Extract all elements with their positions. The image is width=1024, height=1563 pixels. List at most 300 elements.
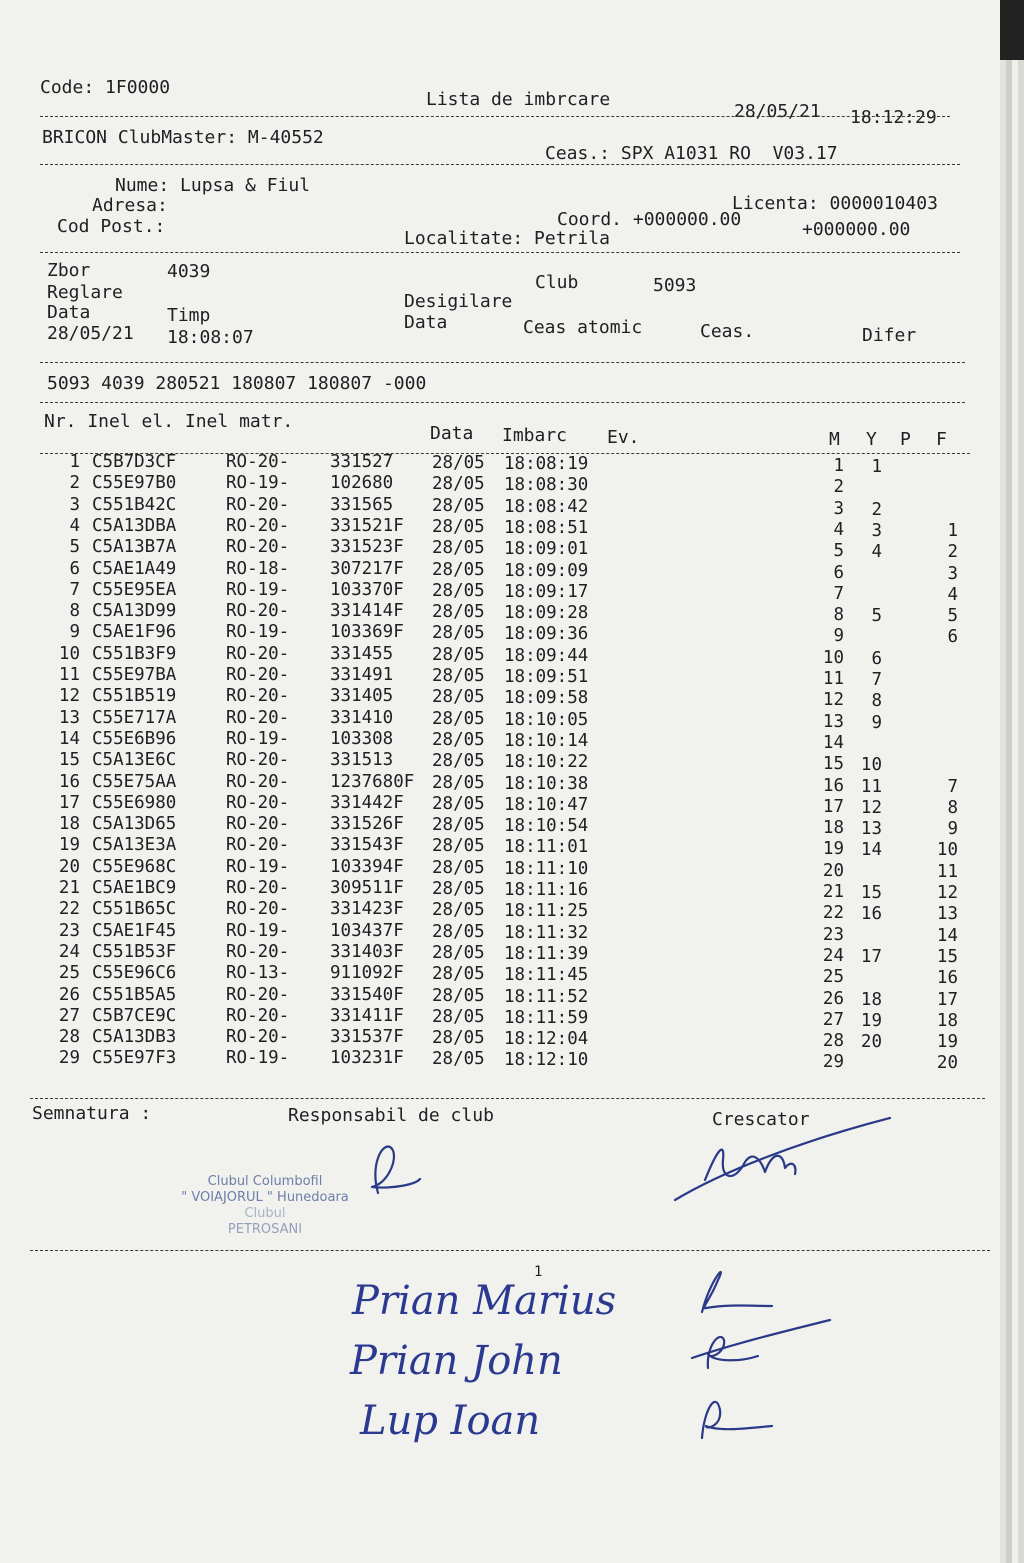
print-time: 18:12:29 bbox=[850, 107, 937, 128]
cell-nr: 5 bbox=[69, 537, 80, 558]
cell-an: RO-20- bbox=[226, 537, 290, 558]
cell-ora: 18:11:32 bbox=[504, 922, 589, 943]
club-label: Club bbox=[535, 272, 579, 293]
cell-data: 28/05 bbox=[432, 1028, 485, 1049]
cell-ora: 18:09:58 bbox=[504, 688, 589, 709]
cell-nr: 16 bbox=[58, 771, 80, 792]
cell-nr: 24 bbox=[58, 941, 80, 962]
cell-ora: 18:11:25 bbox=[504, 901, 589, 922]
cell-matr: 331491 bbox=[330, 665, 394, 685]
table-row bbox=[0, 473, 1000, 498]
col-header-rings: Nr. Inel el. Inel matr. bbox=[44, 411, 294, 432]
cell-ora: 18:12:04 bbox=[504, 1029, 589, 1050]
cell-inel: C551B42C bbox=[92, 494, 177, 515]
cell-an: RO-20- bbox=[226, 1005, 290, 1026]
owner-postcode: Cod Post.: bbox=[57, 216, 166, 237]
cell-y: 8 bbox=[871, 691, 882, 712]
cell-an: RO-20- bbox=[226, 707, 290, 728]
table-row bbox=[0, 665, 1000, 690]
clock-id: Ceas.: SPX A1031 RO V03.17 bbox=[545, 143, 838, 164]
cell-an: RO-20- bbox=[226, 452, 290, 472]
cell-ora: 18:11:45 bbox=[504, 965, 589, 986]
cell-matr: 331410 bbox=[330, 707, 394, 728]
cell-m: 7 bbox=[833, 583, 844, 604]
cell-inel: C55E6B96 bbox=[92, 728, 177, 749]
cell-matr: 331540F bbox=[330, 984, 404, 1005]
cell-data: 28/05 bbox=[432, 857, 485, 878]
cell-f: 13 bbox=[936, 904, 958, 925]
cell-f: 14 bbox=[936, 925, 958, 946]
cell-nr: 18 bbox=[58, 814, 80, 835]
cell-m: 11 bbox=[822, 669, 844, 689]
cell-m: 14 bbox=[822, 732, 844, 753]
table-row bbox=[0, 728, 1000, 753]
cell-inel: C5A13DB3 bbox=[92, 1027, 177, 1048]
desigilare-label: Desigilare bbox=[404, 291, 513, 312]
cell-matr: 331414F bbox=[330, 601, 404, 622]
cell-ora: 18:11:10 bbox=[504, 858, 589, 879]
divider bbox=[40, 402, 965, 403]
cell-ora: 18:11:39 bbox=[504, 943, 589, 964]
cell-ora: 18:11:52 bbox=[504, 986, 589, 1007]
table-row bbox=[0, 899, 1000, 925]
cell-y: 18 bbox=[860, 989, 882, 1010]
cell-an: RO-19- bbox=[226, 728, 290, 749]
cell-inel: C55E6980 bbox=[92, 792, 177, 813]
table-row bbox=[0, 1027, 1000, 1053]
cell-nr: 28 bbox=[58, 1027, 80, 1048]
cell-m: 2 bbox=[833, 477, 844, 498]
signature-label: Semnatura : bbox=[32, 1103, 152, 1124]
cell-y: 7 bbox=[871, 670, 882, 690]
cell-data: 28/05 bbox=[432, 516, 485, 537]
cell-inel: C55E96C6 bbox=[92, 963, 177, 984]
cell-matr: 331403F bbox=[330, 941, 404, 962]
cell-inel: C55E97F3 bbox=[92, 1048, 177, 1069]
cell-an: RO-19- bbox=[226, 920, 290, 941]
cell-nr: 14 bbox=[58, 728, 80, 749]
handwritten-name: Prian John bbox=[350, 1338, 563, 1384]
cell-f: 18 bbox=[936, 1010, 958, 1031]
cell-nr: 25 bbox=[58, 963, 80, 984]
cell-y: 5 bbox=[871, 606, 882, 627]
cell-m: 1 bbox=[833, 456, 844, 476]
cell-ora: 18:09:51 bbox=[504, 667, 589, 687]
stamp-line: " VOIAJORUL " Hunedoara bbox=[181, 1190, 349, 1205]
cell-nr: 17 bbox=[58, 792, 80, 813]
table-row bbox=[0, 707, 1000, 733]
page-number: 1 bbox=[534, 1264, 543, 1280]
cell-inel: C551B5A5 bbox=[92, 984, 177, 1005]
cell-matr: 331565 bbox=[330, 494, 394, 515]
cell-data: 28/05 bbox=[432, 836, 485, 857]
clubmaster-id: BRICON ClubMaster: M-40552 bbox=[42, 127, 324, 148]
cell-m: 18 bbox=[822, 818, 844, 839]
cell-an: RO-20- bbox=[226, 899, 290, 920]
table-row bbox=[0, 750, 1000, 776]
flight-code-line: 5093 4039 280521 180807 180807 -000 bbox=[47, 373, 427, 394]
cell-m: 17 bbox=[822, 796, 844, 817]
cell-matr: 103369F bbox=[330, 622, 404, 643]
cell-an: RO-19- bbox=[226, 622, 290, 643]
cell-nr: 26 bbox=[58, 984, 80, 1005]
cell-matr: 331537F bbox=[330, 1027, 404, 1048]
cell-matr: 102680 bbox=[330, 473, 394, 494]
table-row bbox=[0, 601, 1000, 627]
difference-label: Difer bbox=[862, 325, 917, 346]
col-header-arrival: Imbarc bbox=[502, 425, 568, 446]
cell-matr: 331442F bbox=[330, 792, 404, 813]
reglare-time: 18:08:07 bbox=[167, 327, 254, 348]
cell-y: 12 bbox=[860, 797, 882, 818]
reglare-date: 28/05/21 bbox=[47, 323, 134, 344]
cell-y: 20 bbox=[860, 1032, 882, 1053]
cell-matr: 331405 bbox=[330, 686, 394, 707]
club-number: 5093 bbox=[653, 275, 697, 296]
cell-m: 5 bbox=[833, 541, 844, 562]
cell-matr: 911092F bbox=[330, 963, 404, 984]
cell-matr: 103437F bbox=[330, 920, 404, 941]
stamp-line: PETROSANI bbox=[227, 1222, 303, 1237]
flight-label: Zbor bbox=[47, 260, 91, 281]
cell-y: 19 bbox=[860, 1010, 882, 1031]
cell-m: 25 bbox=[822, 967, 844, 988]
cell-matr: 331523F bbox=[330, 537, 404, 558]
cell-ora: 18:11:16 bbox=[504, 880, 589, 900]
cell-inel: C5A13E6C bbox=[92, 750, 177, 771]
owner-address: Adresa: bbox=[92, 195, 168, 216]
cell-data: 28/05 bbox=[432, 538, 485, 559]
flight-number: 4039 bbox=[167, 261, 211, 282]
cell-m: 3 bbox=[833, 498, 844, 519]
cell-data: 28/05 bbox=[432, 559, 485, 580]
table-row bbox=[0, 771, 1000, 797]
cell-nr: 20 bbox=[58, 856, 80, 877]
cell-f: 1 bbox=[947, 520, 958, 541]
cell-nr: 4 bbox=[69, 515, 80, 536]
cell-matr: 331527 bbox=[330, 452, 394, 472]
cell-m: 28 bbox=[822, 1031, 844, 1052]
cell-inel: C55E97B0 bbox=[92, 473, 177, 494]
cell-an: RO-19- bbox=[226, 579, 290, 600]
table-row bbox=[0, 494, 1000, 520]
cell-nr: 11 bbox=[58, 665, 80, 685]
cell-y: 16 bbox=[860, 904, 882, 925]
cell-nr: 27 bbox=[58, 1005, 80, 1026]
cell-m: 6 bbox=[833, 562, 844, 583]
breeder-label: Crescator bbox=[712, 1109, 810, 1130]
cell-an: RO-19- bbox=[226, 1048, 290, 1069]
cell-f: 17 bbox=[936, 989, 958, 1010]
cell-m: 27 bbox=[822, 1009, 844, 1030]
col-header-p: P bbox=[900, 429, 911, 450]
cell-f: 16 bbox=[936, 968, 958, 989]
cell-inel: C5A13D65 bbox=[92, 814, 177, 835]
cell-ora: 18:09:44 bbox=[504, 645, 589, 666]
cell-nr: 2 bbox=[69, 473, 80, 494]
cell-data: 28/05 bbox=[432, 729, 485, 750]
cell-y: 9 bbox=[871, 712, 882, 733]
table-row bbox=[0, 579, 1000, 605]
cell-nr: 22 bbox=[58, 899, 80, 920]
divider bbox=[40, 362, 965, 363]
table-row bbox=[0, 963, 1000, 989]
cell-data: 28/05 bbox=[432, 666, 485, 686]
cell-y: 15 bbox=[860, 883, 882, 903]
cell-data: 28/05 bbox=[432, 602, 485, 623]
cell-m: 12 bbox=[822, 690, 844, 711]
cell-data: 28/05 bbox=[432, 708, 485, 729]
cell-inel: C55E95EA bbox=[92, 579, 177, 600]
cell-m: 23 bbox=[822, 924, 844, 945]
club-responsible-signature bbox=[360, 1135, 440, 1205]
cell-nr: 29 bbox=[58, 1048, 80, 1069]
cell-inel: C551B65C bbox=[92, 899, 177, 920]
cell-ora: 18:10:54 bbox=[504, 816, 589, 837]
col-header-ev: Ev. bbox=[607, 427, 640, 448]
cell-ora: 18:09:17 bbox=[504, 581, 589, 602]
table-row bbox=[0, 1005, 1000, 1031]
cell-an: RO-19- bbox=[226, 473, 290, 494]
cell-f: 10 bbox=[936, 840, 958, 861]
cell-f: 4 bbox=[947, 584, 958, 605]
cell-matr: 331423F bbox=[330, 899, 404, 920]
table-row bbox=[0, 835, 1000, 861]
cell-m: 21 bbox=[822, 882, 844, 902]
cell-data: 28/05 bbox=[432, 1006, 485, 1027]
cell-nr: 9 bbox=[69, 622, 80, 643]
cell-ora: 18:08:51 bbox=[504, 517, 589, 538]
atomic-clock-label: Ceas atomic bbox=[523, 317, 643, 338]
cell-an: RO-20- bbox=[226, 792, 290, 813]
club-stamp bbox=[150, 1174, 380, 1238]
cell-matr: 331543F bbox=[330, 835, 404, 856]
cell-data: 28/05 bbox=[432, 687, 485, 708]
cell-an: RO-18- bbox=[226, 558, 290, 579]
timp-label: Timp bbox=[167, 305, 211, 326]
table-row bbox=[0, 452, 1000, 477]
owner-coord: Coord. +000000.00 bbox=[557, 209, 742, 230]
cell-m: 13 bbox=[822, 711, 844, 732]
cell-an: RO-19- bbox=[226, 856, 290, 877]
cell-matr: 331513 bbox=[330, 750, 394, 771]
cell-data: 28/05 bbox=[432, 644, 485, 665]
cell-an: RO-13- bbox=[226, 963, 290, 984]
cell-ora: 18:08:30 bbox=[504, 475, 589, 496]
cell-matr: 331526F bbox=[330, 814, 404, 835]
cell-m: 10 bbox=[822, 647, 844, 668]
cell-ora: 18:10:14 bbox=[504, 730, 589, 751]
cell-inel: C5AE1BC9 bbox=[92, 878, 177, 898]
cell-m: 20 bbox=[822, 860, 844, 881]
cell-matr: 331521F bbox=[330, 515, 404, 536]
cell-data: 28/05 bbox=[432, 580, 485, 601]
cell-matr: 331455 bbox=[330, 643, 394, 664]
cell-matr: 307217F bbox=[330, 558, 404, 579]
divider bbox=[30, 1250, 990, 1251]
cell-f: 6 bbox=[947, 627, 958, 648]
cell-an: RO-20- bbox=[226, 984, 290, 1005]
cell-data: 28/05 bbox=[432, 772, 485, 793]
scan-edge-shadow bbox=[1000, 0, 1024, 60]
cell-matr: 103231F bbox=[330, 1048, 404, 1069]
cell-inel: C5B7D3CF bbox=[92, 452, 177, 472]
cell-ora: 18:10:22 bbox=[504, 752, 589, 773]
cell-data: 28/05 bbox=[432, 1049, 485, 1070]
cell-y: 4 bbox=[871, 542, 882, 563]
col-header-date: Data bbox=[430, 423, 474, 444]
table-row bbox=[0, 856, 1000, 882]
cell-inel: C551B519 bbox=[92, 686, 177, 707]
cell-nr: 21 bbox=[58, 878, 80, 898]
table-row bbox=[0, 515, 1000, 541]
cell-nr: 1 bbox=[69, 452, 80, 472]
table-row bbox=[0, 941, 1000, 967]
cell-inel: C5A13B7A bbox=[92, 537, 177, 558]
cell-data: 28/05 bbox=[432, 474, 485, 495]
cell-ora: 18:09:36 bbox=[504, 624, 589, 645]
cell-nr: 23 bbox=[58, 920, 80, 941]
cell-nr: 13 bbox=[58, 707, 80, 728]
cell-nr: 12 bbox=[58, 686, 80, 707]
cell-ora: 18:09:28 bbox=[504, 603, 589, 624]
owner-name: Nume: Lupsa & Fiul bbox=[115, 175, 311, 196]
divider bbox=[40, 252, 960, 253]
cell-f: 15 bbox=[936, 946, 958, 967]
col-header-f: F bbox=[936, 429, 947, 450]
cell-data: 28/05 bbox=[432, 942, 485, 963]
cell-m: 19 bbox=[822, 839, 844, 860]
cell-f: 19 bbox=[936, 1032, 958, 1053]
cell-nr: 7 bbox=[69, 579, 80, 600]
cell-matr: 1237680F bbox=[330, 771, 415, 792]
cell-an: RO-20- bbox=[226, 878, 290, 898]
cell-nr: 8 bbox=[69, 601, 80, 622]
cell-inel: C5AE1A49 bbox=[92, 558, 177, 579]
cell-inel: C5AE1F96 bbox=[92, 622, 177, 643]
cell-matr: 103370F bbox=[330, 579, 404, 600]
code-label: Code: 1F0000 bbox=[40, 77, 171, 98]
cell-an: RO-20- bbox=[226, 814, 290, 835]
cell-y: 17 bbox=[860, 946, 882, 967]
table-row bbox=[0, 878, 1000, 903]
cell-data: 28/05 bbox=[432, 751, 485, 772]
table-row bbox=[0, 984, 1000, 1010]
col-header-y: Y bbox=[866, 429, 877, 450]
cell-inel: C55E717A bbox=[92, 707, 177, 728]
cell-ora: 18:08:42 bbox=[504, 496, 589, 517]
handwritten-name: Lup Ioan bbox=[360, 1398, 541, 1444]
cell-inel: C55E75AA bbox=[92, 771, 177, 792]
divider bbox=[40, 164, 960, 165]
owner-licence: Licenta: 0000010403 bbox=[732, 193, 938, 214]
data2-label: Data bbox=[404, 312, 448, 333]
cell-data: 28/05 bbox=[432, 793, 485, 814]
cell-y: 1 bbox=[871, 457, 882, 477]
table-row bbox=[0, 814, 1000, 840]
table-row bbox=[0, 622, 1000, 648]
cell-an: RO-20- bbox=[226, 665, 290, 685]
cell-nr: 10 bbox=[58, 643, 80, 664]
cell-inel: C5B7CE9C bbox=[92, 1005, 177, 1026]
cell-data: 28/05 bbox=[432, 921, 485, 942]
cell-y: 6 bbox=[871, 648, 882, 669]
cell-an: RO-20- bbox=[226, 750, 290, 771]
cell-an: RO-20- bbox=[226, 515, 290, 536]
cell-ora: 18:09:01 bbox=[504, 539, 589, 560]
cell-m: 4 bbox=[833, 519, 844, 540]
cell-y: 13 bbox=[860, 819, 882, 840]
cell-inel: C55E97BA bbox=[92, 665, 177, 685]
stamp-line: Clubul Columbofil bbox=[207, 1174, 323, 1189]
cell-matr: 309511F bbox=[330, 878, 404, 898]
cell-y: 10 bbox=[860, 755, 882, 776]
cell-y: 14 bbox=[860, 840, 882, 861]
stamp-line: Clubul bbox=[244, 1206, 286, 1221]
cell-m: 16 bbox=[822, 775, 844, 796]
cell-data: 28/05 bbox=[432, 879, 485, 899]
cell-m: 9 bbox=[833, 626, 844, 647]
cell-f: 7 bbox=[947, 776, 958, 797]
cell-an: RO-20- bbox=[226, 835, 290, 856]
table-row bbox=[0, 686, 1000, 712]
cell-matr: 331411F bbox=[330, 1005, 404, 1026]
cell-an: RO-20- bbox=[226, 941, 290, 962]
cell-nr: 6 bbox=[69, 558, 80, 579]
cell-ora: 18:10:47 bbox=[504, 794, 589, 815]
cell-f: 8 bbox=[947, 797, 958, 818]
table-row bbox=[0, 920, 1000, 946]
print-date: 28/05/21 bbox=[734, 101, 821, 122]
cell-data: 28/05 bbox=[432, 964, 485, 985]
divider bbox=[40, 116, 950, 117]
col-header-m: M bbox=[829, 429, 840, 450]
cell-data: 28/05 bbox=[432, 815, 485, 836]
breeder-signature bbox=[665, 1110, 905, 1210]
data-label: Data bbox=[47, 302, 91, 323]
cell-y: 11 bbox=[860, 776, 882, 797]
cell-an: RO-20- bbox=[226, 643, 290, 664]
handwritten-name: Prian Marius bbox=[352, 1278, 617, 1324]
table-row bbox=[0, 537, 1000, 563]
cell-f: 12 bbox=[936, 883, 958, 903]
cell-an: RO-20- bbox=[226, 1027, 290, 1048]
cell-m: 24 bbox=[822, 945, 844, 966]
cell-f: 9 bbox=[947, 819, 958, 840]
cell-matr: 103394F bbox=[330, 856, 404, 877]
cell-m: 26 bbox=[822, 988, 844, 1009]
cell-data: 28/05 bbox=[432, 985, 485, 1006]
table-row bbox=[0, 792, 1000, 818]
cell-m: 15 bbox=[822, 754, 844, 775]
table-row bbox=[0, 558, 1000, 584]
divider bbox=[30, 1098, 985, 1099]
cell-inel: C5A13D99 bbox=[92, 601, 177, 622]
cell-ora: 18:11:01 bbox=[504, 837, 589, 858]
handwritten-initials bbox=[680, 1250, 840, 1460]
club-responsible-label: Responsabil de club bbox=[288, 1105, 494, 1126]
table-row bbox=[0, 643, 1000, 669]
cell-ora: 18:10:05 bbox=[504, 709, 589, 730]
cell-f: 2 bbox=[947, 542, 958, 563]
cell-f: 3 bbox=[947, 563, 958, 584]
cell-nr: 15 bbox=[58, 750, 80, 771]
cell-inel: C5A13E3A bbox=[92, 835, 177, 856]
cell-y: 3 bbox=[871, 520, 882, 541]
cell-ora: 18:10:38 bbox=[504, 773, 589, 794]
cell-data: 28/05 bbox=[432, 495, 485, 516]
table-row bbox=[0, 1048, 1000, 1074]
